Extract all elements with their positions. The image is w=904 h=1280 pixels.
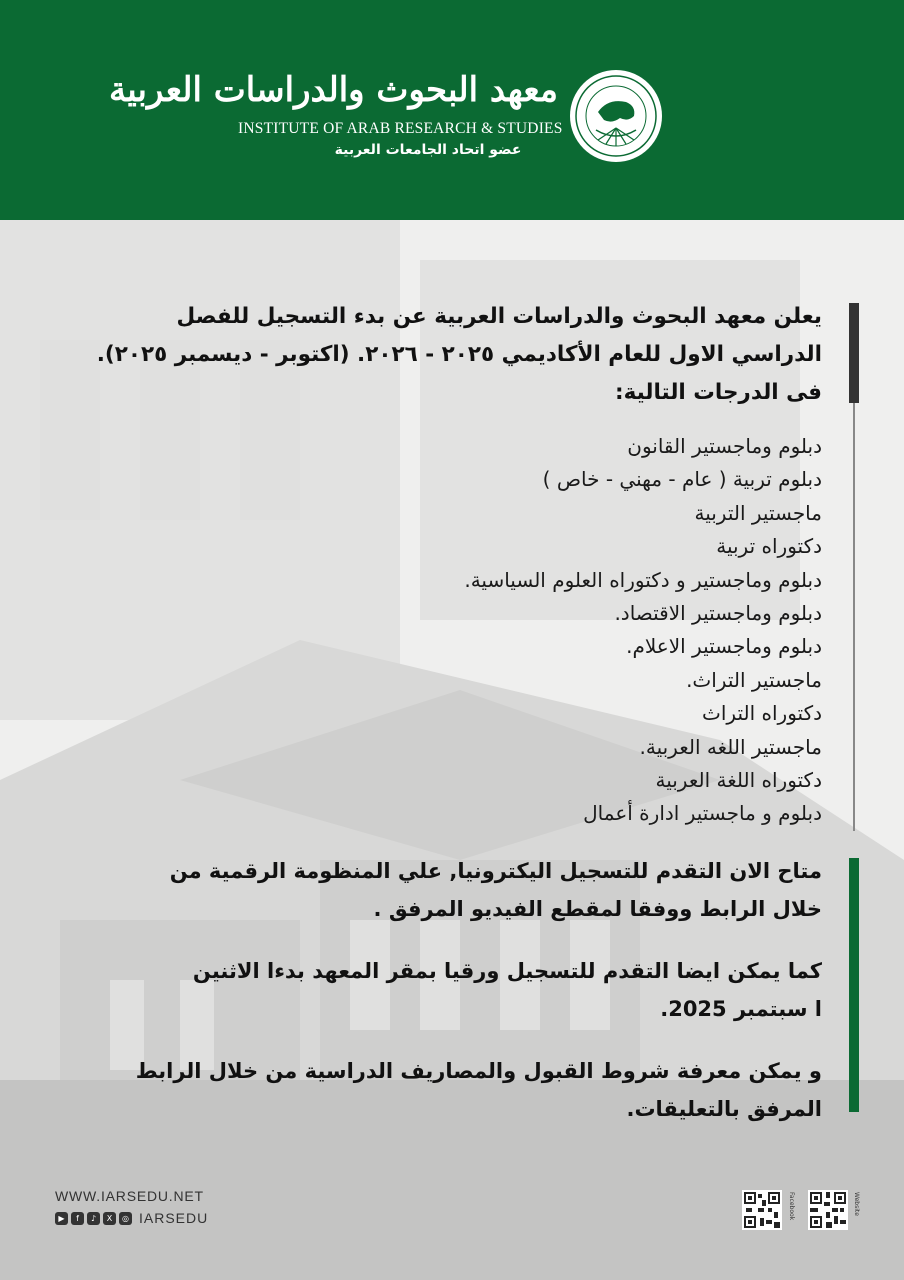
- online-registration-note: خلال الرابط ووفقا لمقطع الفيديو المرفق .: [373, 897, 822, 921]
- tiktok-icon[interactable]: ♪: [87, 1212, 100, 1225]
- institute-name-english: INSTITUTE OF ARAB RESEARCH & STUDIES: [238, 120, 563, 137]
- website-link[interactable]: WWW.IARSEDU.NET: [55, 1188, 204, 1204]
- facebook-icon[interactable]: f: [71, 1212, 84, 1225]
- website-qr-code[interactable]: [808, 1190, 848, 1230]
- program-item: دكتوراه التراث: [702, 701, 822, 726]
- website-qr-label: Website: [853, 1192, 860, 1216]
- registration-notes: [62, 852, 822, 1128]
- x-icon[interactable]: X: [103, 1212, 116, 1225]
- program-item: دبلوم وماجستير القانون: [627, 434, 822, 458]
- header-banner: [0, 0, 904, 220]
- social-icons: [55, 1210, 208, 1226]
- announcement-line: الدراسي الاول للعام الأكاديمي ٢٠٢٥ - ٢٠٢٦. (اكتوبر - ديسمبر ٢٠٢٥).: [96, 342, 822, 367]
- paper-registration-note: كما يمكن ايضا التقدم للتسجيل ورقيا بمقر المعهد بدءا الاثنين: [192, 959, 822, 983]
- program-item: ماجستير اللغه العربية.: [639, 734, 822, 759]
- announcement-line: فى الدرجات التالية:: [615, 380, 822, 405]
- program-item: دبلوم وماجستير و دكتوراه العلوم السياسية.: [464, 567, 822, 592]
- program-item: دكتوراه تربية: [716, 534, 822, 559]
- program-item: دبلوم تربية ( عام - مهني - خاص ): [542, 467, 822, 492]
- arab-league-seal-icon: [568, 68, 664, 164]
- programs-list: [62, 430, 822, 831]
- notes-accent-bar: [849, 858, 859, 1112]
- announcement-line: يعلن معهد البحوث والدراسات العربية عن بدء التسجيل للفصل: [176, 304, 822, 329]
- online-registration-note: متاح الان التقدم للتسجيل اليكترونيا, علي المنظومة الرقمية من: [169, 859, 822, 883]
- program-item: دكتوراه اللغة العربية: [655, 768, 822, 793]
- member-of-text: عضو اتحاد الجامعات العربية: [334, 142, 522, 158]
- instagram-icon[interactable]: ◎: [119, 1212, 132, 1225]
- institute-logo-text: [109, 62, 563, 158]
- fees-note: المرفق بالتعليقات.: [626, 1097, 822, 1121]
- program-item: دبلوم وماجستير الاعلام.: [626, 634, 822, 659]
- facebook-qr-code[interactable]: [742, 1190, 782, 1230]
- paper-registration-note: ا سبتمبر 2025.: [660, 997, 822, 1021]
- program-item: ماجستير التربية: [694, 500, 822, 525]
- programs-divider: [853, 403, 855, 831]
- social-handle: IARSEDU: [139, 1210, 209, 1226]
- announcement-accent-bar: [849, 303, 859, 403]
- footer-contact: [55, 1188, 208, 1226]
- fees-note: و يمكن معرفة شروط القبول والمصاريف الدراسية من خلال الرابط: [135, 1059, 822, 1083]
- program-item: دبلوم وماجستير الاقتصاد.: [614, 601, 822, 626]
- facebook-qr-label: Facebook: [788, 1192, 795, 1221]
- program-item: ماجستير التراث.: [686, 667, 822, 692]
- program-item: دبلوم و ماجستير ادارة أعمال: [583, 801, 822, 826]
- institute-name-arabic: معهد البحوث والدراسات العربية: [109, 70, 558, 110]
- youtube-icon[interactable]: ▶: [55, 1212, 68, 1225]
- announcement-block: [62, 298, 822, 412]
